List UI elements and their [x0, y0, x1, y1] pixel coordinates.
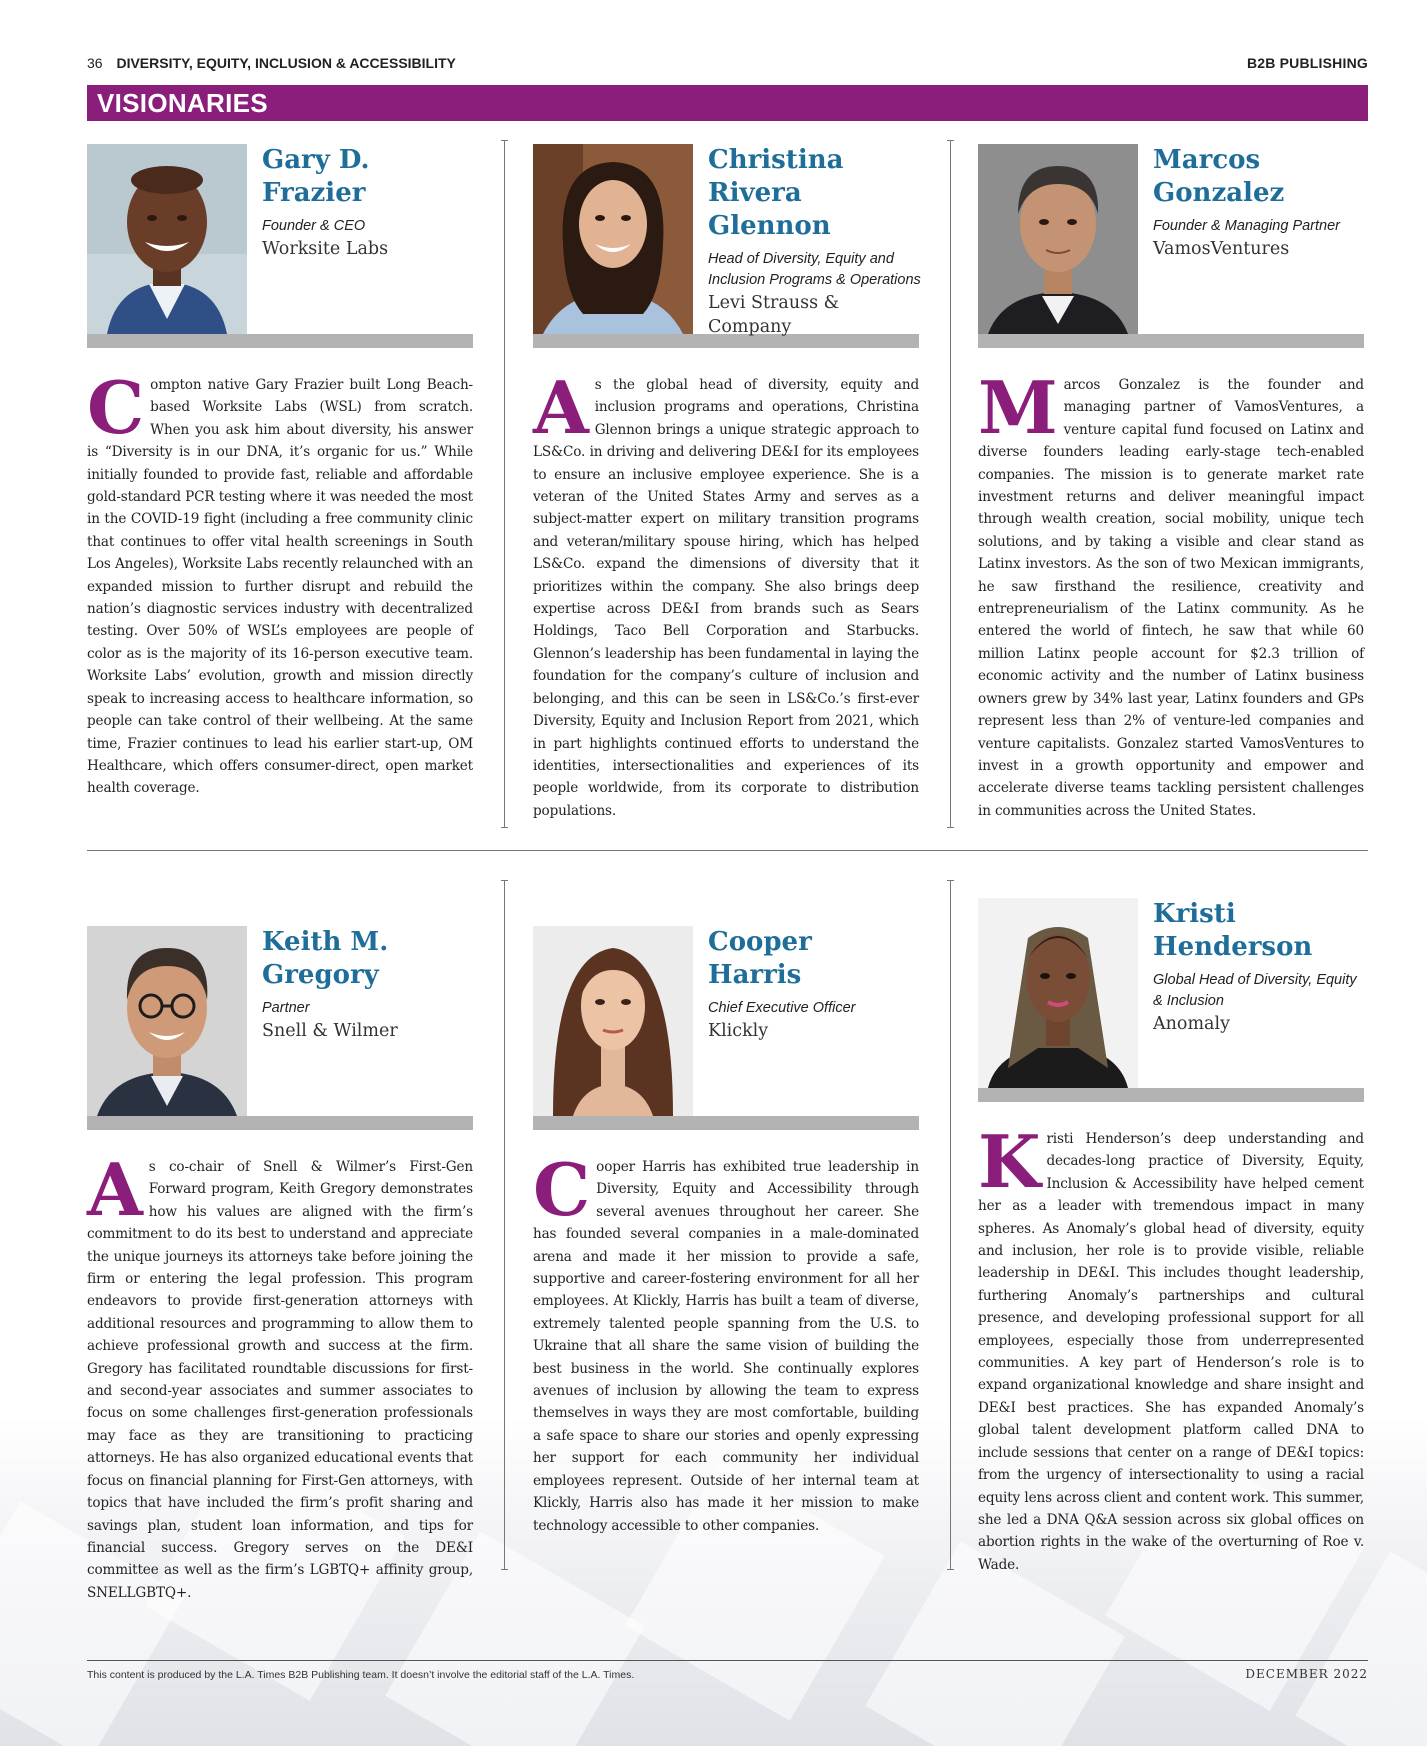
portrait-photo: [533, 926, 693, 1116]
company-name: Levi Strauss & Company: [708, 293, 840, 337]
column-divider: [950, 140, 951, 828]
drop-cap: A: [87, 1147, 143, 1232]
page-header: [87, 55, 1368, 77]
profile-body: [978, 1119, 1364, 1576]
body-text: s co-chair of Snell & Wilmer’s First-Gen Forward program, Keith Gregory demonstrates how his values are aligned with the firm’s commitment to do its best to understand and appreciate the unique journeys its attorneys take before joining the firm or entering the legal profession. This program endeavors to provide first-generation attorneys with additional resources and programming to allow them to achieve professional growth and success at the firm. Gregory has facilitated roundtable discussions for first- and second-year associates and summer associates to focus on some challenges first-generation professionals may face as they are transitioning to practicing attorneys. He has also organized educational events that focus on financial planning for First-Gen attorneys, with topics that have included the firm’s profit sharing and savings plan, student loan information, and tips for financial success. Gregory serves on the DE&I committee as well as the firm’s LGBTQ+ affinity group, SNELLGBTQ+.: [87, 1159, 473, 1601]
divider-bar: [978, 334, 1364, 348]
portrait-photo: [978, 898, 1138, 1088]
divider-bar: [87, 334, 473, 348]
portrait-photo: [87, 144, 247, 334]
publisher-label: B2B PUBLISHING: [1246, 55, 1368, 71]
portrait-photo: [978, 144, 1138, 334]
job-title: Partner: [262, 1000, 310, 1016]
profile-info: [262, 926, 477, 1043]
name-line-2: Gregory: [262, 960, 379, 990]
name-line-2: Henderson: [1153, 932, 1313, 962]
person-name: [708, 144, 923, 243]
person-name: [1153, 144, 1368, 210]
body-text: risti Henderson’s deep understanding and decades-long practice of Diversity, Equity, Inclusion & Accessibility have helped cement her as a leader with tremendous impact in many spheres. As Anomaly’s global head of diversity, equity and inclusion, her role is to provide visible, reliable leadership in DE&I. This includes thought leadership, furthering Anomaly’s partnerships and cultural presence, and developing professional support for all employees, especially those from underrepresented communities. A key part of Henderson’s role is to expand organizational knowledge and share insight and DE&I best practices. She has expanded Anomaly’s global talent development platform called DNA to include sessions that center on a range of DE&I topics: from the urgency of intersectionality to using a racial equity lens across client and content work. This summer, she led a DNA Q&A session across six global offices on abortion rights in the wake of the overturning of Roe v. Wade.: [978, 1131, 1364, 1573]
profile-info: [708, 144, 923, 339]
body-text: ooper Harris has exhibited true leadership in Diversity, Equity and Accessibility through several avenues throughout her career. She has founded several companies in a male-dominated arena and made it her mission to provide a safe, supportive and career-fostering environment for all her employees. At Klickly, Harris has built a team of diverse, extremely talented people spanning from the U.S. to Ukraine that all share the same vision of building the best business in the world. She continually explores avenues of inclusion by allowing the team to express themselves in ways they are most comfortable, building a safe space to share our stories and openly expressing her support for each community her individual employees represent. Outside of her internal team at Klickly, Harris also has made it her mission to make technology accessible to other companies.: [533, 1159, 919, 1534]
drop-cap: C: [533, 1147, 591, 1232]
drop-cap: M: [978, 365, 1058, 450]
company-name: Klickly: [708, 1021, 769, 1041]
company-name: Worksite Labs: [262, 239, 389, 259]
profile-info: [1153, 898, 1368, 1036]
profile-info: [708, 926, 923, 1043]
name-line-1: Christina: [708, 145, 844, 175]
company-name: Anomaly: [1153, 1014, 1230, 1034]
column-divider: [504, 880, 505, 1570]
job-title: Founder & Managing Partner: [1153, 218, 1340, 234]
issue-date: DECEMBER 2022: [1245, 1667, 1368, 1681]
company-name: Snell & Wilmer: [262, 1021, 398, 1041]
name-line-2: Gonzalez: [1153, 178, 1285, 208]
job-title: Head of Diversity, Equity and Inclusion Programs & Operations: [708, 251, 921, 288]
person-name: [262, 144, 477, 210]
footer-disclaimer: This content is produced by the L.A. Times B2B Publishing team. It doesn’t involve the editorial staff of the L.A. Times.: [87, 1669, 635, 1681]
name-line-2: Rivera Glennon: [708, 178, 831, 241]
column-divider: [504, 140, 505, 828]
profile-info: [262, 144, 477, 261]
name-line-1: Marcos: [1153, 145, 1261, 175]
company-name: VamosVentures: [1153, 239, 1290, 259]
divider-bar: [978, 1088, 1364, 1102]
person-name: [1153, 898, 1368, 964]
name-line-1: Keith M.: [262, 927, 389, 957]
column-divider: [950, 880, 951, 1570]
page-number: 36: [87, 55, 103, 71]
footer-rule: [87, 1660, 1368, 1661]
name-line-2: Harris: [708, 960, 802, 990]
name-line-2: Frazier: [262, 178, 366, 208]
profile-info: [1153, 144, 1368, 261]
portrait-photo: [87, 926, 247, 1116]
portrait-photo: [533, 144, 693, 334]
drop-cap: K: [978, 1119, 1041, 1204]
section-banner: VISIONARIES: [87, 85, 1368, 121]
profile-body: [87, 365, 473, 800]
divider-bar: [87, 1116, 473, 1130]
job-title: Chief Executive Officer: [708, 1000, 856, 1016]
job-title: Founder & CEO: [262, 218, 366, 234]
body-text: arcos Gonzalez is the founder and managing partner of VamosVentures, a venture capital fund focused on Latinx and diverse founders leading early-stage tech-enabled companies. The mission is to generate market rate investment returns and deliver meaningful impact through wealth creation, social mobility, unique tech solutions, and by taking a visible and clear stand as Latinx investors. As the son of two Mexican immigrants, he saw firsthand the resilience, creativity and entrepreneurialism of the Latinx community. As he entered the world of fintech, he saw that while 60 million Latinx people account for $2.3 trillion of economic activity and the number of Latinx business owners grew by 34% last year, Latinx founders and GPs represent less than 2% of venture-led companies and venture capitalists. Gonzalez started VamosVentures to invest in a growth opportunity and empower and accelerate diverse teams tackling persistent challenges in communities across the United States.: [978, 377, 1364, 819]
person-name: [708, 926, 923, 992]
person-name: [262, 926, 477, 992]
profile-body: [533, 1147, 919, 1537]
name-line-1: Cooper: [708, 927, 812, 957]
section-title: DIVERSITY, EQUITY, INCLUSION & ACCESSIBILITY: [116, 55, 456, 71]
drop-cap: C: [87, 365, 145, 450]
drop-cap: A: [533, 365, 589, 450]
body-text: s the global head of diversity, equity and inclusion programs and operations, Christina Glennon brings a unique strategic approach to LS&Co. in driving and delivering DE&I for its employees to ensure an inclusive employee experience. She is a veteran of the United States Army and serves as a subject-matter expert on military transition programs and veteran/military spouse hiring, which has helped LS&Co. expand the dimensions of diversity that it prioritizes within the company. She also brings deep expertise across DE&I from brands such as Sears Holdings, Taco Bell Corporation and Starbucks. Glennon’s leadership has been fundamental in laying the foundation for the company’s culture of inclusion and belonging, and this can be seen in LS&Co.’s first-ever Diversity, Equity and Inclusion Report from 2021, which in part highlights continued efforts to understand the identities, intersectionalities and experiences of its people worldwide, from its corporate to distribution populations.: [533, 377, 919, 819]
divider-bar: [533, 1116, 919, 1130]
name-line-1: Kristi: [1153, 899, 1236, 929]
profile-body: [87, 1147, 473, 1604]
job-title: Global Head of Diversity, Equity & Inclusion: [1153, 972, 1357, 1009]
profile-body: [978, 365, 1364, 822]
body-text: ompton native Gary Frazier built Long Beach-based Worksite Labs (WSL) from scratch. When you ask him about diversity, his answer is “Diversity is in our DNA, it’s organic for us.” While initially founded to provide fast, reliable and affordable gold-standard PCR testing where it was needed the most in the COVID-19 fight (including a free community clinic that continues to offer vital health screenings in South Los Angeles), Worksite Labs recently relaunched with an expanded mission to further disrupt and rebuild the nation’s diagnostic services industry with decentralized testing. Over 50% of WSL’s employees are people of color as is the majority of its 16-person executive team. Worksite Labs’ evolution, growth and mission directly speak to increasing access to healthcare information, so people can take control of their wellbeing. At the same time, Frazier continues to lead his earlier start-up, OM Healthcare, which offers consumer-direct, open market health coverage.: [87, 377, 473, 797]
profile-body: [533, 365, 919, 822]
name-line-1: Gary D.: [262, 145, 370, 175]
row-divider: [87, 850, 1368, 851]
